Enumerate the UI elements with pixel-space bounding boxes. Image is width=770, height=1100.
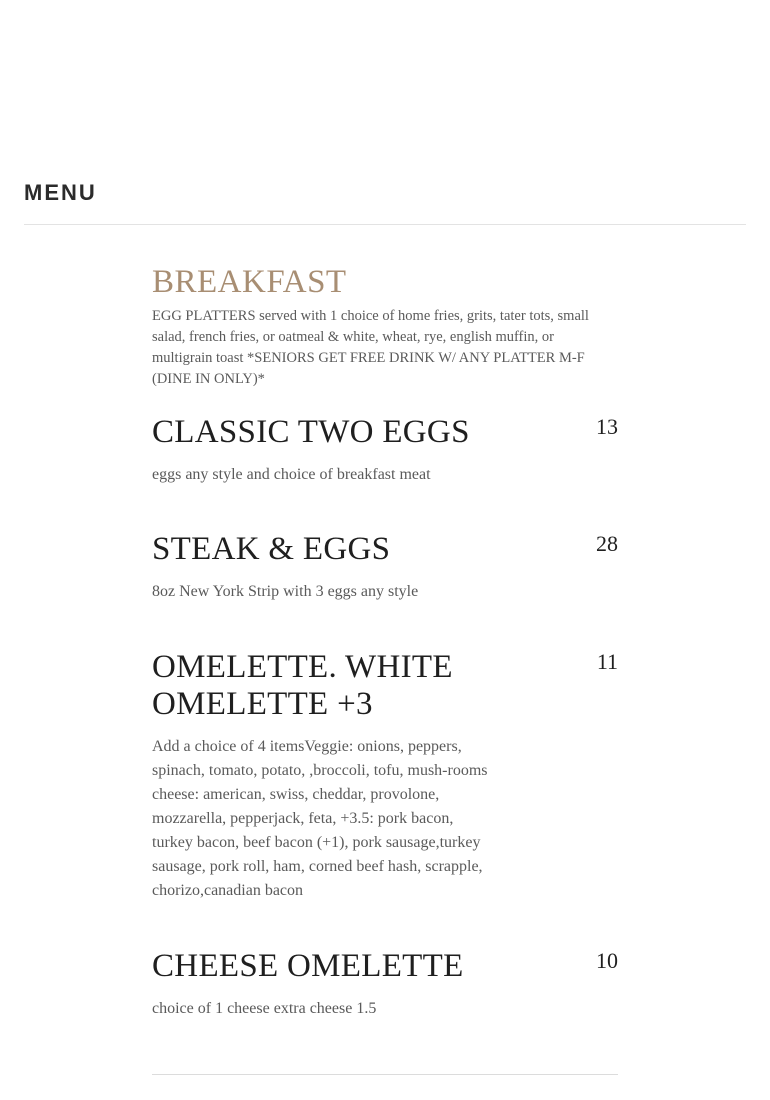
item-name: OMELETTE. WHITE OMELETTE +3 bbox=[152, 649, 453, 722]
item-name: CLASSIC TWO EGGS bbox=[152, 414, 470, 450]
menu-item-omelette bbox=[152, 649, 618, 903]
menu-item-cheese-omelette bbox=[152, 948, 618, 1021]
item-price: 10 bbox=[596, 948, 618, 973]
section-divider bbox=[152, 1074, 618, 1075]
item-price: 13 bbox=[596, 414, 618, 439]
header-divider bbox=[24, 224, 746, 225]
item-name: CHEESE OMELETTE bbox=[152, 948, 464, 984]
item-name: STEAK & EGGS bbox=[152, 531, 391, 567]
item-description: choice of 1 cheese extra cheese 1.5 bbox=[152, 1000, 377, 1017]
section-title: BREAKFAST bbox=[152, 264, 347, 300]
item-description: eggs any style and choice of breakfast meat bbox=[152, 466, 431, 483]
item-price: 28 bbox=[596, 531, 618, 556]
page-title: MENU bbox=[24, 180, 97, 205]
section-description: EGG PLATTERS served with 1 choice of home fries, grits, tater tots, small salad, french fries, or oatmeal & white, wheat, rye, english muffin, or multigrain toast *SENIORS GET FREE DRINK W/ ANY PLATTER M-F (DINE IN ONLY)* bbox=[152, 308, 589, 387]
item-price: 11 bbox=[596, 649, 618, 674]
page-header bbox=[24, 178, 746, 208]
menu-item-classic-two-eggs bbox=[152, 414, 618, 487]
item-description: 8oz New York Strip with 3 eggs any style bbox=[152, 583, 419, 600]
breakfast-section bbox=[152, 262, 618, 390]
item-description: Add a choice of 4 itemsVeggie: onions, peppers, spinach, tomato, potato, ,broccoli, tofu, mush-rooms cheese: american, swiss, cheddar, provolone, mozzarella, pepperjack, feta, +3.5: pork bacon, turkey bacon, beef bacon (+1), pork sausage,turkey sausage, pork roll, ham, corned beef hash, scrapple, chorizo,canadian bacon bbox=[152, 738, 488, 899]
menu-item-steak-and-eggs bbox=[152, 531, 618, 604]
